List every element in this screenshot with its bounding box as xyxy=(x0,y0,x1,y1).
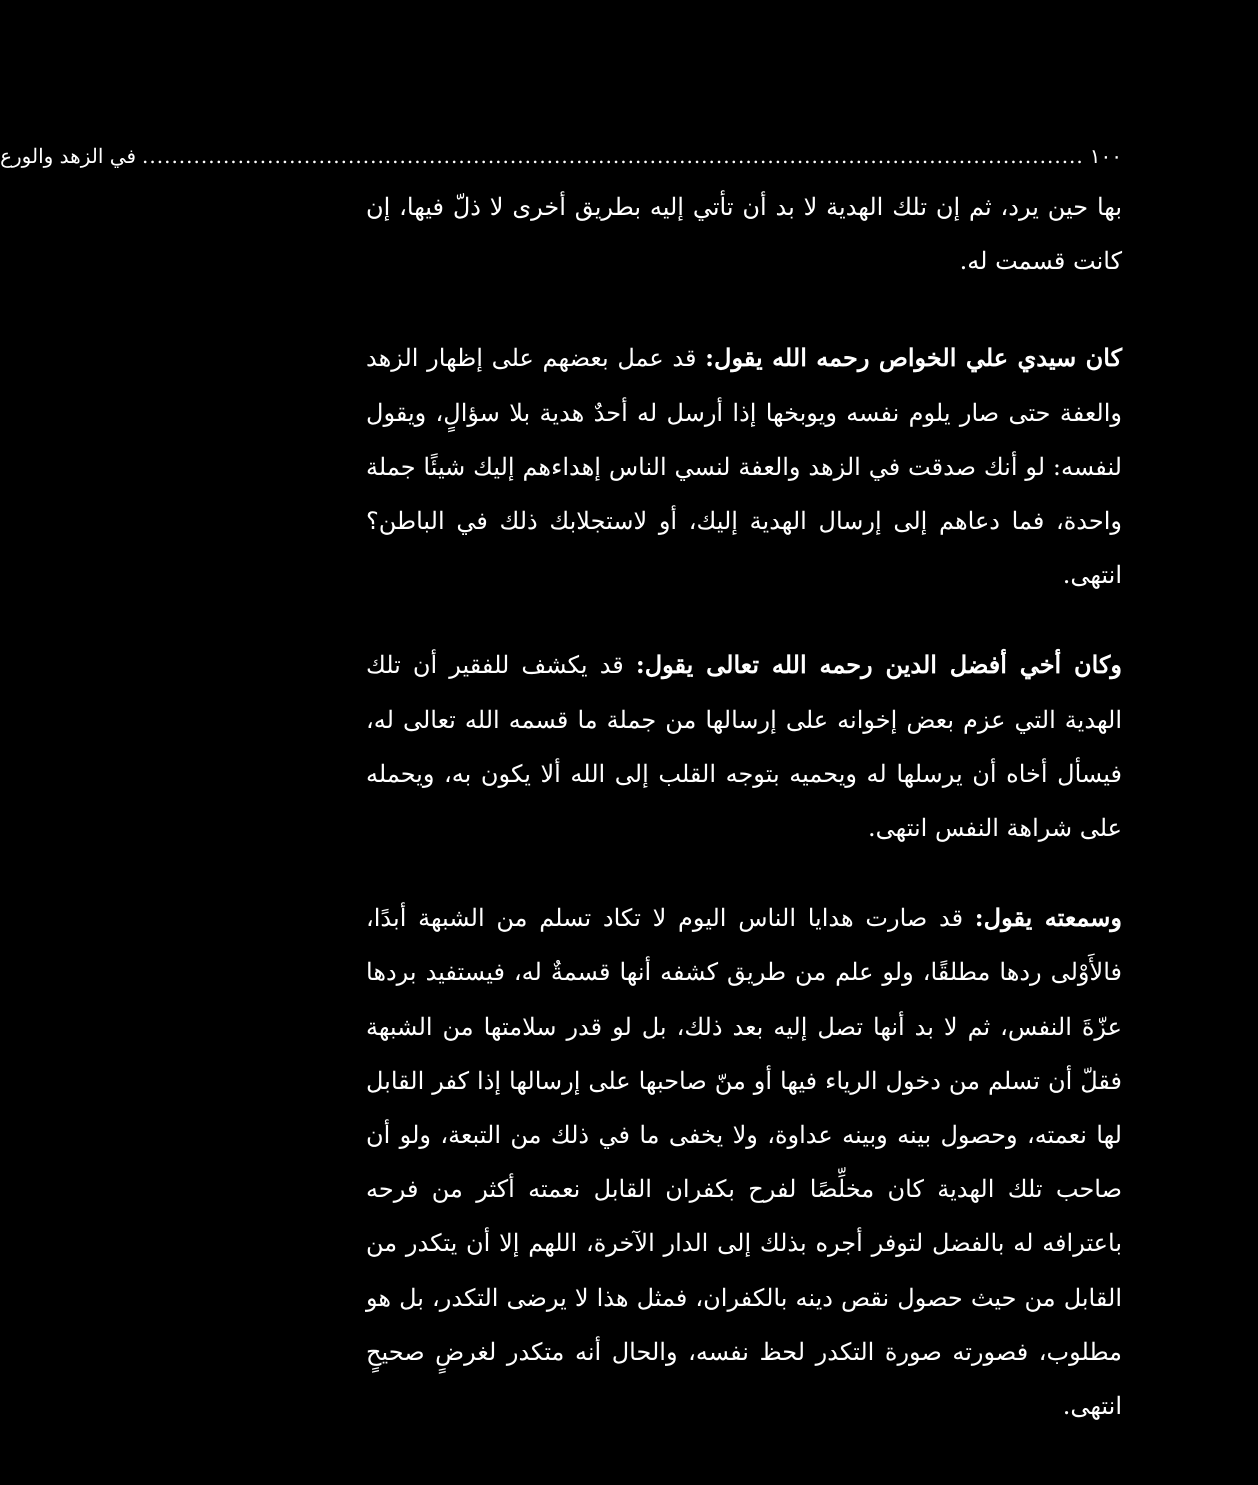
paragraph-lead: وسمعته يقول: xyxy=(974,903,1123,933)
page-number: ١٠٠ xyxy=(1089,144,1122,168)
paragraph-continuation xyxy=(366,180,1122,288)
paragraph-text: قد يكشف للفقير أن تلك الهدية التي عزم بعض إخوانه على إرسالها من جملة ما قسمه الله تعالى له، فيسأل أخاه أن يرسلها له ويحميه بتوجه القلب إلى الله ألا يكون به، ويحمله على شراهة النفس انتهى. xyxy=(366,651,1123,843)
paragraph-heard-him xyxy=(366,891,1122,1433)
paragraph-lead: كان سيدي علي الخواص رحمه الله يقول: xyxy=(705,343,1122,373)
paragraph-ali-khawas xyxy=(366,331,1122,602)
book-page xyxy=(0,136,1123,1433)
paragraph-afdal-din xyxy=(366,638,1122,855)
paragraph-text: قد عمل بعضهم على إظهار الزهد والعفة حتى صار يلوم نفسه ويوبخها إذا أرسل له أحدٌ هدية بلا سؤالٍ، ويقول لنفسه: لو أنك صدقت في الزهد والعفة لنسي الناس إهداءهم إليك شيئًا جملة واحدة، فما دعاهم إلى إرسال الهدية إليك، أو لاستجلابك ذلك في الباطن؟ انتهى. xyxy=(366,344,1122,590)
running-header xyxy=(0,136,1122,176)
header-dot-leader: ................................................................................................................................ xyxy=(142,144,1084,168)
paragraph-text: بها حين يرد، ثم إن تلك الهدية لا بد أن تأتي إليه بطريق أخرى لا ذلّ فيها، إن كانت قسمت له. xyxy=(366,193,1122,276)
paragraph-text: قد صارت هدايا الناس اليوم لا تكاد تسلم من الشبهة أبدًا، فالأَوْلى ردها مطلقًا، ولو علم من طريق كشفه أنها قسمةٌ له، فيستفيد بردها عزّةَ النفس، ثم لا بد أنها تصل إليه بعد ذلك، بل لو قدر سلامتها من الشبهة فقلّ أن تسلم من دخول الرياء فيها أو منّ صاحبها على إرسالها إذا كفر القابل لها نعمته، وحصول بينه وبينه عداوة، ولا يخفى ما في ذلك من التبعة، ولو أن صاحب تلك الهدية كان مخلِّصًا لفرح بكفران القابل نعمته أكثر من فرحه باعترافه له بالفضل لتوفر أجره بذلك إلى الدار الآخرة، اللهم إلا أن يتكدر من القابل من حيث حصول نقص دينه بالكفران، فمثل هذا لا يرضى التكدر، بل هو مطلوب، فصورته صورة التكدر لحظ نفسه، والحال أنه متكدر لغرضٍ صحيحٍ انتهى. xyxy=(366,904,1122,1421)
running-title: في الزهد والورع xyxy=(0,144,137,168)
paragraph-lead: وكان أخي أفضل الدين رحمه الله تعالى يقول: xyxy=(635,650,1122,680)
